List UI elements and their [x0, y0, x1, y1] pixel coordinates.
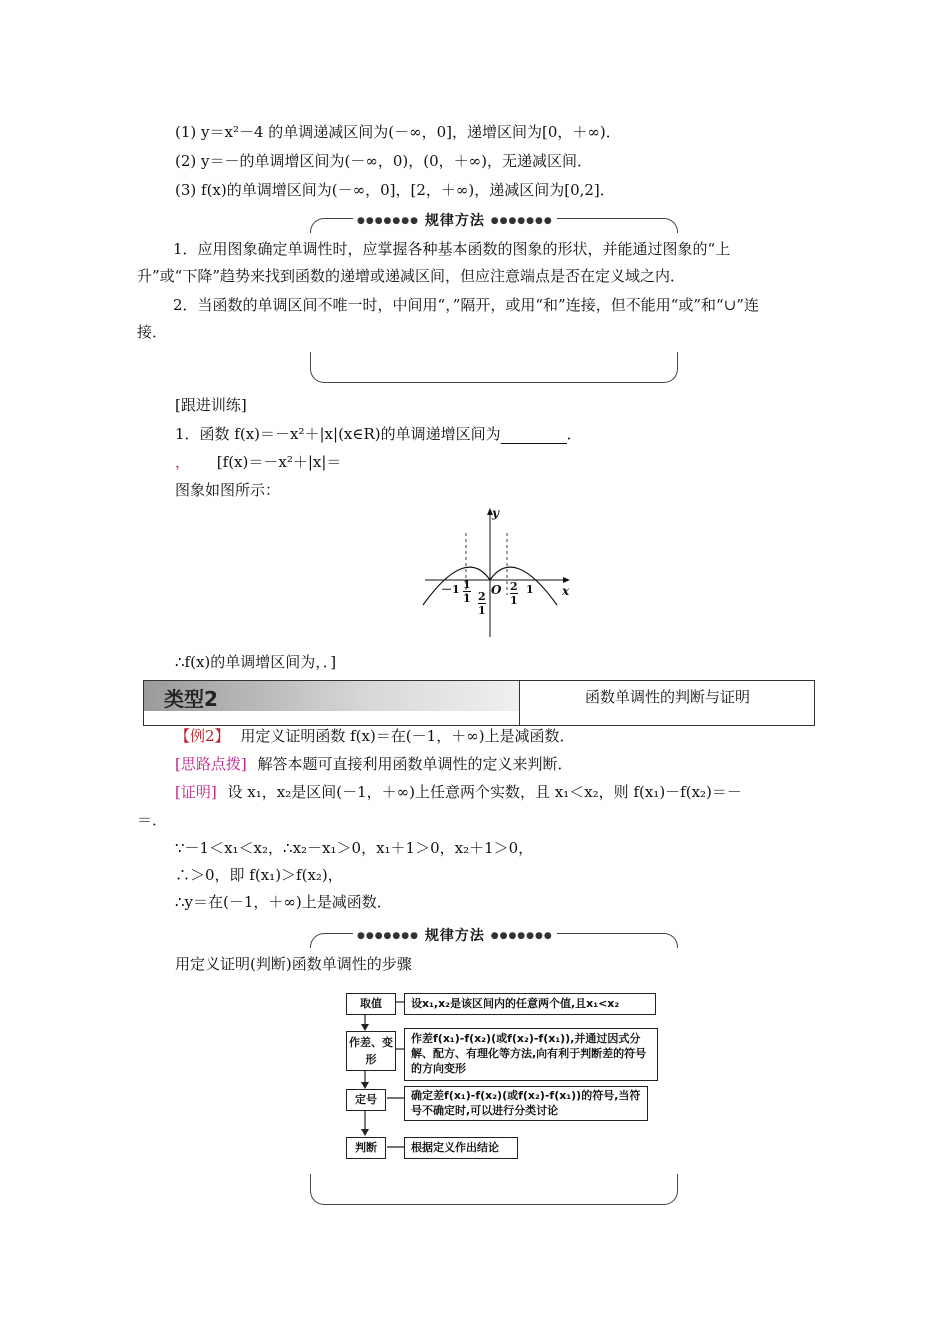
proof-line-1b: ＝．	[137, 811, 168, 829]
type2-label: 类型2	[164, 687, 218, 711]
example-line	[175, 726, 575, 746]
proof-line-4: ∴y＝在(－1，＋∞)上是减函数．	[175, 893, 392, 911]
example-tag: 【例2】	[175, 727, 230, 745]
flow-step-3-desc: 确定差f(x₁)-f(x₂)(或f(x₂)-f(x₁))的符号,当符号不确定时,可以进行分类讨论	[404, 1086, 648, 1121]
method2-title-text: 规律方法	[424, 928, 485, 944]
graph-y-label: y	[492, 506, 499, 520]
graph-x-label: x	[562, 584, 570, 598]
method2-intro: 用定义证明(判断)函数单调性的步骤	[175, 955, 412, 973]
intro-line-1: (1) y＝x²－4 的单调递减区间为(－∞，0]，递增区间为[0，＋∞)．	[175, 123, 621, 141]
hint-tag: [思路点拨]	[175, 755, 247, 773]
proof-tag: [证明]	[175, 783, 217, 801]
type2-title: 函数单调性的判断与证明	[519, 681, 815, 725]
graph-origin: O	[491, 583, 502, 597]
example-text: 用定义证明函数 f(x)＝在(－1，＋∞)上是减函数．	[240, 727, 575, 745]
training-label: [跟进训练]	[175, 396, 247, 414]
flow-step-4-label: 判断	[346, 1137, 386, 1159]
function-graph	[420, 505, 575, 640]
flow-step-1-desc: 设x₁,x₂是该区间内的任意两个值,且x₁<x₂	[404, 993, 656, 1015]
proof-line-3: ∴＞0，即 f(x₁)＞f(x₂)，	[175, 866, 343, 884]
tick-pos-half: 2 1	[510, 580, 518, 607]
method2-box-bottom	[310, 1174, 678, 1205]
dots-decoration: ●●●●●●●	[490, 216, 553, 226]
training-question	[175, 424, 582, 444]
method-paragraph-2: 2．当函数的单调区间不唯一时，中间用“，”隔开，或用“和”连接，但不能用“或”和“∪”连接．	[137, 296, 759, 341]
flow-step-3-label: 定号	[346, 1089, 386, 1111]
dots-decoration: ●●●●●●●	[357, 216, 419, 226]
answer-mark: ，	[175, 453, 191, 471]
method-title	[353, 210, 557, 230]
hint-line	[175, 754, 573, 774]
flow-step-4-desc: 根据定义作出结论	[404, 1137, 518, 1159]
method-title-text: 规律方法	[424, 213, 485, 229]
intro-line-2: (2) y＝－的单调增区间为(－∞，0)，(0，＋∞)，无递减区间．	[175, 152, 592, 170]
tick-neg-1: －1	[441, 583, 460, 596]
hint-text: 解答本题可直接利用函数单调性的定义来判断．	[257, 755, 573, 773]
dots-decoration: ●●●●●●●	[357, 931, 419, 941]
tick-pos-1: 1	[526, 583, 534, 596]
answer-blank	[501, 429, 567, 444]
answer-line	[175, 452, 341, 472]
flow-step-1-label: 取值	[346, 993, 396, 1015]
graph-caption: 图象如图所示：	[175, 481, 281, 499]
proof-line-2: ∵－1＜x₁＜x₂，∴x₂－x₁＞0，x₁＋1＞0，x₂＋1＞0，	[175, 839, 534, 857]
intro-line-3: (3) f(x)的单调增区间为(－∞，0]，[2，＋∞)，递减区间为[0,2]．	[175, 181, 615, 199]
question-text: 1．函数 f(x)＝－x²＋|x|(x∈R)的单调递增区间为	[175, 425, 501, 443]
type2-tab	[144, 681, 519, 711]
proof-line-1	[175, 782, 742, 802]
type2-header	[143, 680, 815, 726]
method-paragraph-1: 1．应用图象确定单调性时，应掌握各种基本函数的图象的形状，并能通过图象的“上升”或“下降”趋势来找到函数的递增或递减区间，但应注意端点是否在定义域之内．	[137, 240, 731, 285]
dots-decoration: ●●●●●●●	[490, 931, 553, 941]
tick-neg-half: 1 1	[463, 578, 471, 605]
proof-text-1: 设 x₁，x₂是区间(－1，＋∞)上任意两个实数，且 x₁＜x₂，则 f(x₁)－f(x₂)＝－	[227, 783, 742, 801]
method-box-bottom	[310, 352, 678, 383]
method2-title	[353, 925, 557, 945]
tick-neg-half-below: 2 1	[478, 590, 486, 617]
flow-step-2-desc: 作差f(x₁)-f(x₂)(或f(x₂)-f(x₁)),并通过因式分解、配方、有理化等方法,向有利于判断差的符号的方向变形	[404, 1028, 658, 1081]
conclusion: ∴f(x)的单调增区间为，．]	[175, 653, 337, 671]
answer-text: [f(x)＝－x²＋|x|＝	[216, 453, 342, 471]
flow-step-2-label: 作差、变形	[346, 1031, 396, 1071]
question-end: ．	[566, 425, 582, 443]
